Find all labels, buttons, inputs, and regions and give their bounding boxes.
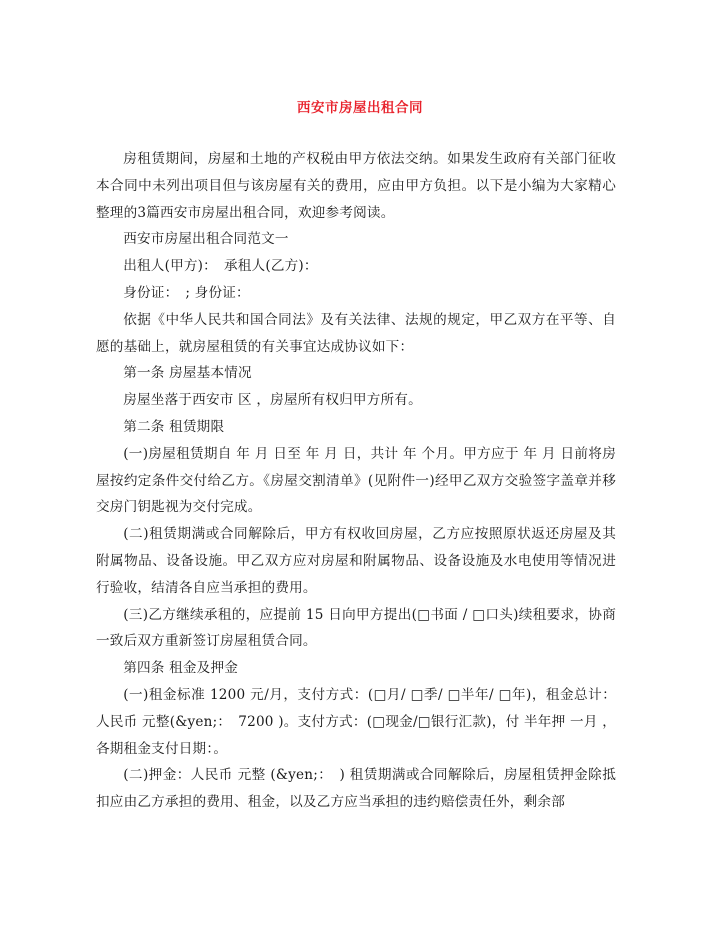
paragraph-intro: 房租赁期间，房屋和土地的产权税由甲方依法交纳。如果发生政府有关部门征收本合同中未列出项目但与该房屋有关的费用，应由甲方负担。以下是小编为大家精心整理的3篇西安市房屋出租合同，欢迎参考阅读。 xyxy=(96,151,616,221)
section-heading-article-4: 第四条 租金及押金 xyxy=(123,660,239,677)
paragraph-rent: (一)租金标准 1200 元/月，支付方式：(□月/ □季/ □半年/ □年)，租金总计：人民币 元整(&yen;： 7200 )。支付方式：(□现金/□银行汇款)，付 半年押 一月 ，各期租金支付日期：。 xyxy=(96,686,616,757)
paragraph-sample-heading: 西安市房屋出租合同范文一 xyxy=(123,231,289,248)
document-body xyxy=(96,146,616,816)
paragraph-property-location: 房屋坐落于西安市 区 ，房屋所有权归甲方所有。 xyxy=(123,392,422,409)
section-heading-article-2: 第二条 租赁期限 xyxy=(123,418,225,435)
paragraph-deposit: (二)押金：人民币 元整 (&yen;： ) 租赁期满或合同解除后，房屋租赁押金除抵扣应由乙方承担的费用、租金，以及乙方应当承担的违约赔偿责任外，剩余部 xyxy=(96,767,616,811)
section-heading-article-1: 第一条 房屋基本情况 xyxy=(123,365,252,382)
paragraph-legal-basis: 依据《中华人民共和国合同法》及有关法律、法规的规定，甲乙双方在平等、自愿的基础上，就房屋租赁的有关事宜达成协议如下： xyxy=(96,311,616,355)
paragraph-lease-term-1: (一)房屋租赁期自 年 月 日至 年 月 日，共计 年 个月。甲方应于 年 月 日前将房屋按约定条件交付给乙方。《房屋交割清单》(见附件一)经甲乙双方交验签字盖章并移交房门钥匙视为交付完成。 xyxy=(96,445,616,516)
paragraph-lease-term-3: (三)乙方继续承租的，应提前 15 日向甲方提出(□书面 / □口头)续租要求，协商一致后双方重新签订房屋租赁合同。 xyxy=(96,606,616,650)
paragraph-parties: 出租人(甲方)： 承租人(乙方)： xyxy=(123,258,318,275)
paragraph-lease-term-2: (二)租赁期满或合同解除后，甲方有权收回房屋，乙方应按照原状返还房屋及其附属物品、设备设施。甲乙双方应对房屋和附属物品、设备设施及水电使用等情况进行验收，结清各自应当承担的费用。 xyxy=(96,526,616,596)
document-title: 西安市房屋出租合同 xyxy=(297,100,423,116)
paragraph-id-cards: 身份证： ; 身份证： xyxy=(123,284,250,301)
